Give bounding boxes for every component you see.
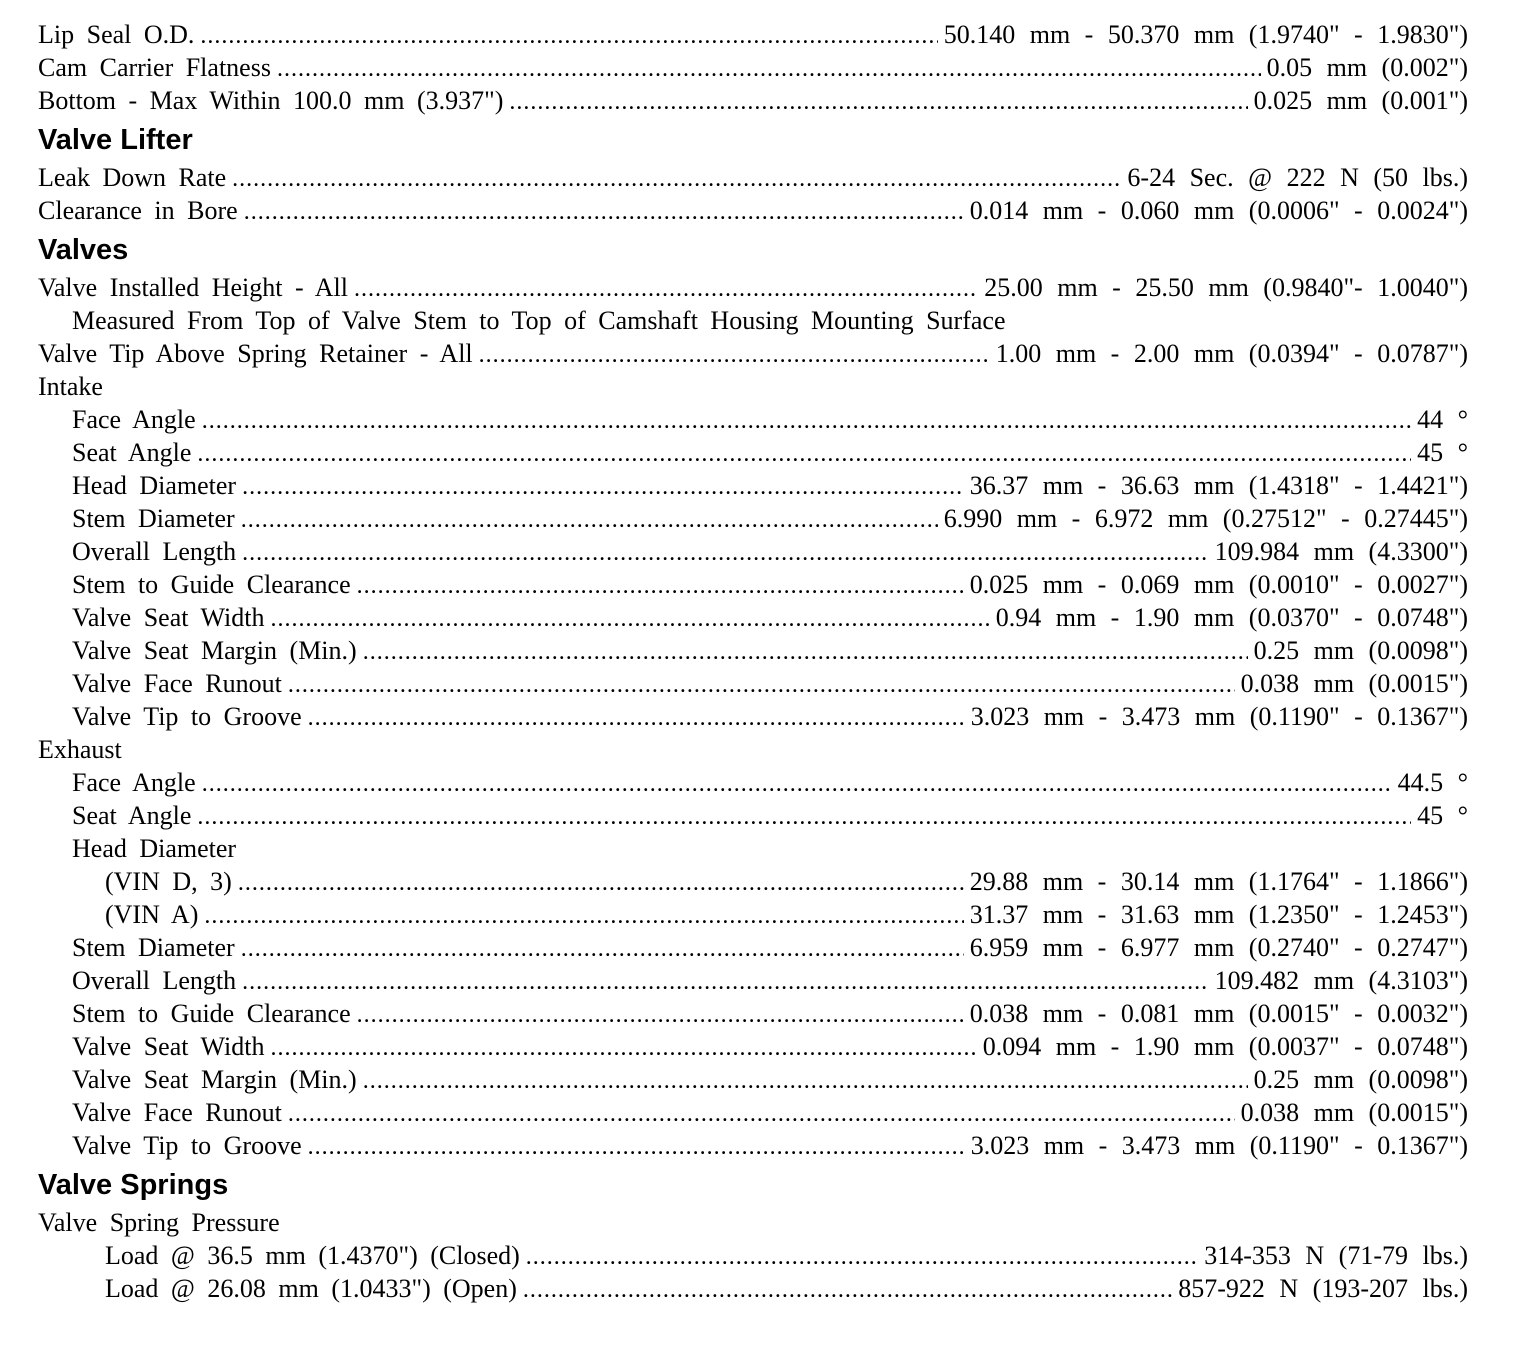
spec-value: 0.25 mm (0.0098")	[1253, 636, 1468, 665]
spec-value: 6.959 mm - 6.977 mm (0.2740" - 0.2747")	[969, 933, 1468, 962]
intake-row-seat-margin	[38, 634, 1468, 667]
spec-label: Leak Down Rate	[38, 163, 227, 192]
spec-value: 0.038 mm - 0.081 mm (0.0015" - 0.0032")	[969, 999, 1468, 1028]
spec-label: Lip Seal O.D.	[38, 20, 195, 49]
spec-value: 0.94 mm - 1.90 mm (0.0370" - 0.0748")	[995, 603, 1468, 632]
spec-value: 0.05 mm (0.002")	[1266, 53, 1468, 82]
spec-label: Valve Seat Margin (Min.)	[72, 636, 357, 665]
intake-row-stem-diameter	[38, 502, 1468, 535]
section-heading-valves: Valves	[38, 234, 129, 266]
intake-row-head-diameter	[38, 469, 1468, 502]
spec-value: 31.37 mm - 31.63 mm (1.2350" - 1.2453")	[969, 900, 1468, 929]
dot-leader	[244, 196, 964, 229]
dot-leader	[308, 702, 965, 735]
dot-leader	[270, 1032, 976, 1065]
dot-leader	[363, 1065, 1248, 1098]
spec-value: 44 °	[1417, 405, 1468, 434]
spec-label: Face Angle	[72, 405, 196, 434]
dot-leader	[241, 933, 964, 966]
spec-value: 314-353 N (71-79 lbs.)	[1204, 1241, 1468, 1270]
spec-label: Valve Seat Margin (Min.)	[72, 1065, 357, 1094]
spec-value: 25.00 mm - 25.50 mm (0.9840"- 1.0040")	[984, 273, 1468, 302]
intake-row-tip-to-groove	[38, 700, 1468, 733]
spring-row-load-closed	[38, 1239, 1468, 1272]
spec-sheet	[38, 18, 1468, 1305]
exhaust-head-diameter-label: Head Diameter	[72, 834, 237, 863]
spec-value: 45 °	[1417, 438, 1468, 467]
exhaust-row-seat-angle	[38, 799, 1468, 832]
spec-value: 0.038 mm (0.0015")	[1240, 669, 1468, 698]
section-heading-valve-springs: Valve Springs	[38, 1169, 229, 1201]
subheading-valve-spring-pressure: Valve Spring Pressure	[38, 1208, 280, 1237]
spec-label: Load @ 26.08 mm (1.0433") (Open)	[105, 1274, 517, 1303]
spec-value: 3.023 mm - 3.473 mm (0.1190" - 0.1367")	[970, 1131, 1468, 1160]
intake-row-stem-guide-clearance	[38, 568, 1468, 601]
dot-leader	[197, 801, 1411, 834]
dot-leader	[509, 86, 1247, 119]
dot-leader	[238, 867, 964, 900]
dot-leader	[241, 504, 938, 537]
spec-label: Seat Angle	[72, 438, 192, 467]
spec-label: Stem to Guide Clearance	[72, 570, 351, 599]
spec-row-bottom-max	[38, 84, 1468, 117]
exhaust-row-face-runout	[38, 1096, 1468, 1129]
spec-value: 50.140 mm - 50.370 mm (1.9740" - 1.9830")	[943, 20, 1468, 49]
intake-row-seat-width	[38, 601, 1468, 634]
dot-leader	[523, 1274, 1172, 1307]
spec-value: 109.482 mm (4.3103")	[1214, 966, 1468, 995]
exhaust-row-head-vin-d3	[38, 865, 1468, 898]
dot-leader	[308, 1131, 965, 1164]
dot-leader	[277, 53, 1261, 86]
spec-label: Bottom - Max Within 100.0 mm (3.937")	[38, 86, 504, 115]
spec-label: Valve Tip to Groove	[72, 1131, 302, 1160]
dot-leader	[242, 471, 964, 504]
spec-row-cam-carrier-flatness	[38, 51, 1468, 84]
dot-leader	[363, 636, 1248, 669]
spec-value: 3.023 mm - 3.473 mm (0.1190" - 0.1367")	[970, 702, 1468, 731]
spec-label: Valve Seat Width	[72, 603, 265, 632]
spring-row-load-open	[38, 1272, 1468, 1305]
subheading-exhaust: Exhaust	[38, 735, 122, 764]
spec-label: Clearance in Bore	[38, 196, 238, 225]
spec-value: 45 °	[1417, 801, 1468, 830]
dot-leader	[288, 1098, 1235, 1131]
dot-leader	[232, 163, 1121, 196]
spec-row-valve-tip-above-retainer	[38, 337, 1468, 370]
spec-value: 6-24 Sec. @ 222 N (50 lbs.)	[1127, 163, 1468, 192]
spec-value: 0.025 mm (0.001")	[1253, 86, 1468, 115]
spec-value: 6.990 mm - 6.972 mm (0.27512" - 0.27445")	[943, 504, 1468, 533]
spec-value: 109.984 mm (4.3300")	[1214, 537, 1468, 566]
spec-row-lip-seal-od	[38, 18, 1468, 51]
dot-leader	[526, 1241, 1198, 1274]
exhaust-row-seat-margin	[38, 1063, 1468, 1096]
dot-leader	[357, 999, 964, 1032]
dot-leader	[270, 603, 989, 636]
spec-row-leak-down-rate	[38, 161, 1468, 194]
intake-row-overall-length	[38, 535, 1468, 568]
dot-leader	[202, 405, 1411, 438]
spec-label: Cam Carrier Flatness	[38, 53, 271, 82]
spec-label: Valve Installed Height - All	[38, 273, 348, 302]
dot-leader	[354, 273, 978, 306]
subheading-intake: Intake	[38, 372, 103, 401]
dot-leader	[479, 339, 990, 372]
exhaust-row-tip-to-groove	[38, 1129, 1468, 1162]
dot-leader	[242, 537, 1209, 570]
exhaust-row-stem-diameter	[38, 931, 1468, 964]
spec-value: 0.014 mm - 0.060 mm (0.0006" - 0.0024")	[969, 196, 1468, 225]
spec-label: Stem Diameter	[72, 504, 235, 533]
spec-label: Valve Tip to Groove	[72, 702, 302, 731]
spec-value: 29.88 mm - 30.14 mm (1.1764" - 1.1866")	[969, 867, 1468, 896]
spec-label: Valve Face Runout	[72, 1098, 282, 1127]
exhaust-row-seat-width	[38, 1030, 1468, 1063]
dot-leader	[200, 20, 937, 53]
measurement-note: Measured From Top of Valve Stem to Top of Camshaft Housing Mounting Surface	[72, 306, 1006, 335]
dot-leader	[288, 669, 1235, 702]
spec-label: Load @ 36.5 mm (1.4370") (Closed)	[105, 1241, 520, 1270]
spec-label: Seat Angle	[72, 801, 192, 830]
exhaust-row-head-vin-a	[38, 898, 1468, 931]
intake-row-face-runout	[38, 667, 1468, 700]
spec-row-valve-installed-height	[38, 271, 1468, 304]
dot-leader	[357, 570, 964, 603]
spec-value: 0.038 mm (0.0015")	[1240, 1098, 1468, 1127]
spec-label: Overall Length	[72, 537, 237, 566]
spec-label: Valve Face Runout	[72, 669, 282, 698]
spec-value: 0.094 mm - 1.90 mm (0.0037" - 0.0748")	[982, 1032, 1468, 1061]
spec-label: (VIN A)	[105, 900, 199, 929]
spec-label: Head Diameter	[72, 471, 237, 500]
exhaust-row-overall-length	[38, 964, 1468, 997]
spec-label: Face Angle	[72, 768, 196, 797]
spec-label: (VIN D, 3)	[105, 867, 232, 896]
exhaust-row-face-angle	[38, 766, 1468, 799]
spec-label: Valve Seat Width	[72, 1032, 265, 1061]
spec-value: 1.00 mm - 2.00 mm (0.0394" - 0.0787")	[995, 339, 1468, 368]
section-heading-valve-lifter: Valve Lifter	[38, 124, 193, 156]
spec-label: Stem to Guide Clearance	[72, 999, 351, 1028]
spec-value: 44.5 °	[1397, 768, 1468, 797]
dot-leader	[204, 900, 963, 933]
spec-value: 857-922 N (193-207 lbs.)	[1178, 1274, 1468, 1303]
intake-row-seat-angle	[38, 436, 1468, 469]
dot-leader	[197, 438, 1411, 471]
intake-row-face-angle	[38, 403, 1468, 436]
spec-value: 0.025 mm - 0.069 mm (0.0010" - 0.0027")	[969, 570, 1468, 599]
spec-value: 36.37 mm - 36.63 mm (1.4318" - 1.4421")	[969, 471, 1468, 500]
spec-row-clearance-in-bore	[38, 194, 1468, 227]
spec-label: Stem Diameter	[72, 933, 235, 962]
exhaust-row-stem-guide-clearance	[38, 997, 1468, 1030]
spec-label: Valve Tip Above Spring Retainer - All	[38, 339, 473, 368]
dot-leader	[242, 966, 1209, 999]
dot-leader	[202, 768, 1392, 801]
spec-label: Overall Length	[72, 966, 237, 995]
spec-value: 0.25 mm (0.0098")	[1253, 1065, 1468, 1094]
